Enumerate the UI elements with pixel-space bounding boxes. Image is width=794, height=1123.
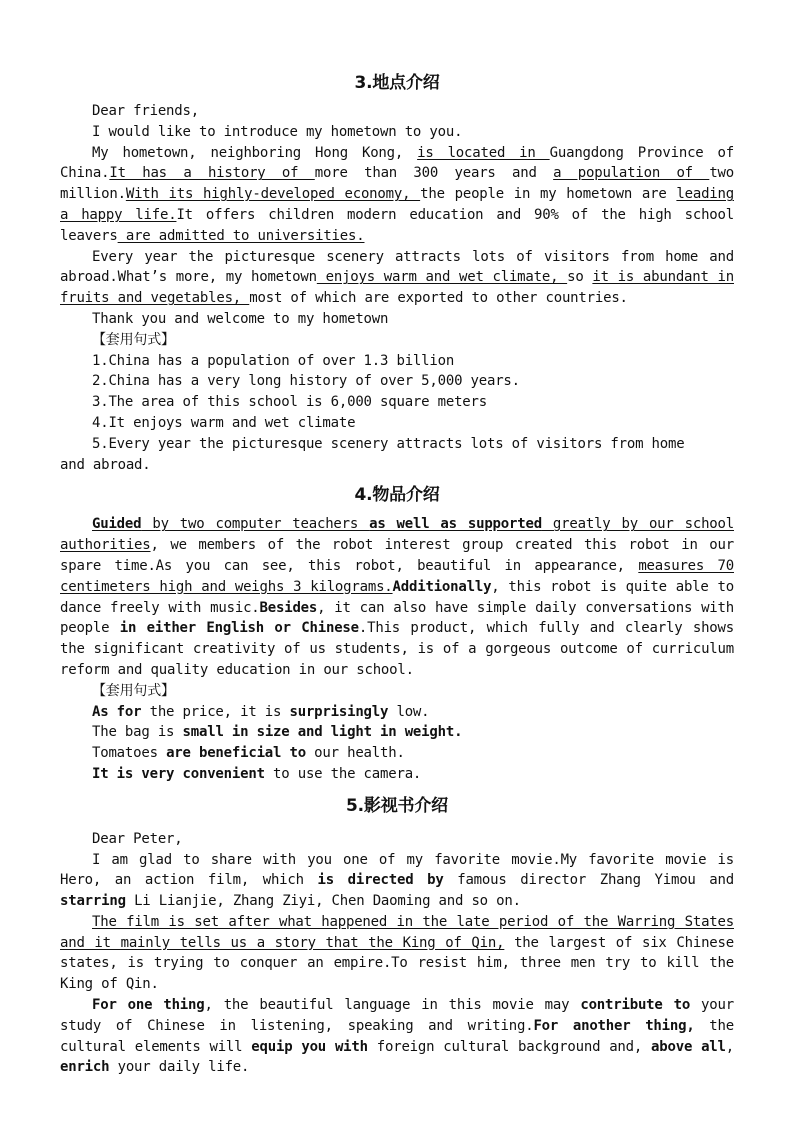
text-run: I am glad to share with you one of my favorite movie.My favorite movie is Hero, an action film, which — [60, 851, 734, 889]
text-run: foreign cultural background and, — [367, 1038, 652, 1055]
text-run: your daily life. — [109, 1059, 250, 1076]
text-run: Every year the picturesque scenery attracts lots of visitors from home and abroad.What’s more, my hometown — [60, 248, 734, 286]
bold-phrase: in either English or Chinese — [119, 620, 359, 637]
text-run: the cultural elements will — [60, 1017, 734, 1055]
sec3-closing: Thank you and welcome to my hometown — [92, 310, 389, 327]
underlined-phrase: It has a history of — [109, 165, 315, 182]
text-run: , this robot is quite able to dance freely with music. — [60, 578, 734, 616]
bold-phrase: equip you with — [251, 1038, 368, 1055]
bold-phrase: small in size and light in weight. — [182, 724, 463, 741]
text-run: , it can also have simple daily conversations with people — [60, 599, 734, 637]
text-run: to use the camera. — [264, 765, 422, 782]
text-run: Tomatoes — [92, 745, 167, 762]
text-run: famous director Zhang Yimou and — [443, 872, 734, 889]
pattern-item — [60, 722, 734, 743]
sec5-paragraph-3 — [60, 995, 734, 1078]
bold-phrase: are beneficial to — [166, 745, 306, 762]
sec3-paragraph-2 — [60, 247, 734, 309]
underlined-phrase: leading a happy life. — [60, 186, 734, 223]
pattern-item: 4.It enjoys warm and wet climate — [92, 414, 356, 431]
sec4-pattern-header: 【套用句式】 — [92, 682, 175, 699]
underlined-phrase: The film is set after what happened in the late period of the Warring States and it mainly tells us a story that the King of Qin, — [60, 913, 734, 951]
text-run: , we members of the robot interest group created this robot in our spare time.As you can see, this robot, beautiful in appearance, — [60, 537, 734, 574]
text-run: Li Lianjie, Zhang Ziyi, Chen Daoming and so on. — [125, 893, 521, 910]
document-page — [60, 68, 734, 1078]
bold-phrase: It is very convenient — [92, 765, 265, 782]
sec3-greeting: Dear friends, — [92, 103, 199, 119]
bold-phrase: Additionally — [392, 578, 492, 595]
bold-phrase: contribute to — [580, 997, 691, 1014]
pattern-item-continuation: and abroad. — [60, 456, 151, 473]
text-run: It offers children modern education and 90% of the high school leavers — [60, 206, 734, 244]
text-run: the largest of six Chinese states, is trying to conquer an empire.To resist him, three men try to kill the King of Qin. — [60, 934, 734, 993]
underlined-phrase: are admitted to universities. — [117, 227, 365, 244]
bold-phrase: As for — [92, 703, 142, 720]
text-run: most of which are exported to other countries. — [249, 290, 628, 307]
sec5-paragraph-1 — [60, 850, 734, 912]
text-run: My hometown, neighboring Hong Kong, — [92, 144, 418, 161]
underlined-phrase: it is abundant in fruits and vegetables, — [60, 269, 734, 307]
section-5-title: 5.影视书介绍 — [346, 795, 448, 816]
bold-phrase: above all — [651, 1038, 726, 1055]
underlined-phrase: enjoys warm and wet climate, — [316, 269, 568, 286]
pattern-item: 5.Every year the picturesque scenery attracts lots of visitors from home — [92, 435, 685, 452]
bold-underlined-phrase: as well as supported — [369, 516, 542, 533]
text-run: our health. — [305, 745, 405, 762]
bold-underlined-phrase: Guided — [92, 516, 142, 533]
sec3-paragraph-1 — [60, 143, 734, 247]
text-run: the price, it is — [141, 703, 290, 720]
pattern-item: 1.China has a population of over 1.3 billion — [92, 352, 455, 369]
text-run: so — [567, 269, 593, 286]
bold-phrase: For one thing — [92, 997, 205, 1014]
pattern-item: 3.The area of this school is 6,000 square meters — [92, 394, 487, 411]
section-4-title: 4.物品介绍 — [354, 485, 440, 506]
text-run: The bag is — [92, 724, 183, 741]
underlined-phrase: With its highly-developed economy, — [125, 186, 421, 203]
text-run: Guangdong Province of China. — [60, 144, 734, 182]
sec3-pattern-header: 【套用句式】 — [92, 331, 175, 348]
pattern-item: 2.China has a very long history of over 5,000 years. — [92, 373, 520, 390]
text-run: two million. — [60, 165, 734, 203]
text-run: , — [725, 1038, 735, 1055]
sec5-paragraph-2 — [60, 912, 734, 995]
sec3-pattern-list — [60, 351, 734, 476]
sec4-paragraph-1 — [60, 514, 734, 680]
underlined-phrase: is located in — [417, 144, 550, 161]
bold-phrase: enrich — [60, 1059, 110, 1076]
bold-phrase: For another thing, — [533, 1017, 695, 1034]
pattern-item — [60, 764, 734, 785]
bold-phrase: surprisingly — [289, 703, 389, 720]
text-run: the people in my hometown are — [420, 186, 677, 203]
pattern-item — [60, 702, 734, 723]
bold-phrase: Besides — [259, 599, 318, 616]
text-run: more than 300 years and — [314, 165, 554, 182]
text-run: your study of Chinese in listening, speaking and writing. — [60, 997, 734, 1034]
sec3-intro: I would like to introduce my hometown to you. — [92, 123, 463, 140]
underlined-phrase: by two computer teachers — [141, 516, 370, 533]
underlined-phrase: measures 70 centimeters high and weighs 3 kilograms. — [60, 557, 734, 595]
sec5-greeting: Dear Peter, — [92, 830, 183, 847]
text-run: .This product, which fully and clearly shows the significant creativity of us students, is of a gorgeous outcome of curriculum reform and quality education in our school. — [60, 620, 734, 678]
text-run: , the beautiful language in this movie may — [204, 997, 581, 1014]
underlined-phrase: a population of — [553, 165, 710, 182]
bold-phrase: starring — [60, 893, 126, 910]
pattern-item — [60, 743, 734, 764]
bold-phrase: is directed by — [317, 872, 444, 889]
text-run: low. — [388, 703, 430, 720]
section-3-title: 3.地点介绍 — [354, 73, 440, 93]
underlined-phrase: greatly by our school authorities — [60, 516, 734, 554]
